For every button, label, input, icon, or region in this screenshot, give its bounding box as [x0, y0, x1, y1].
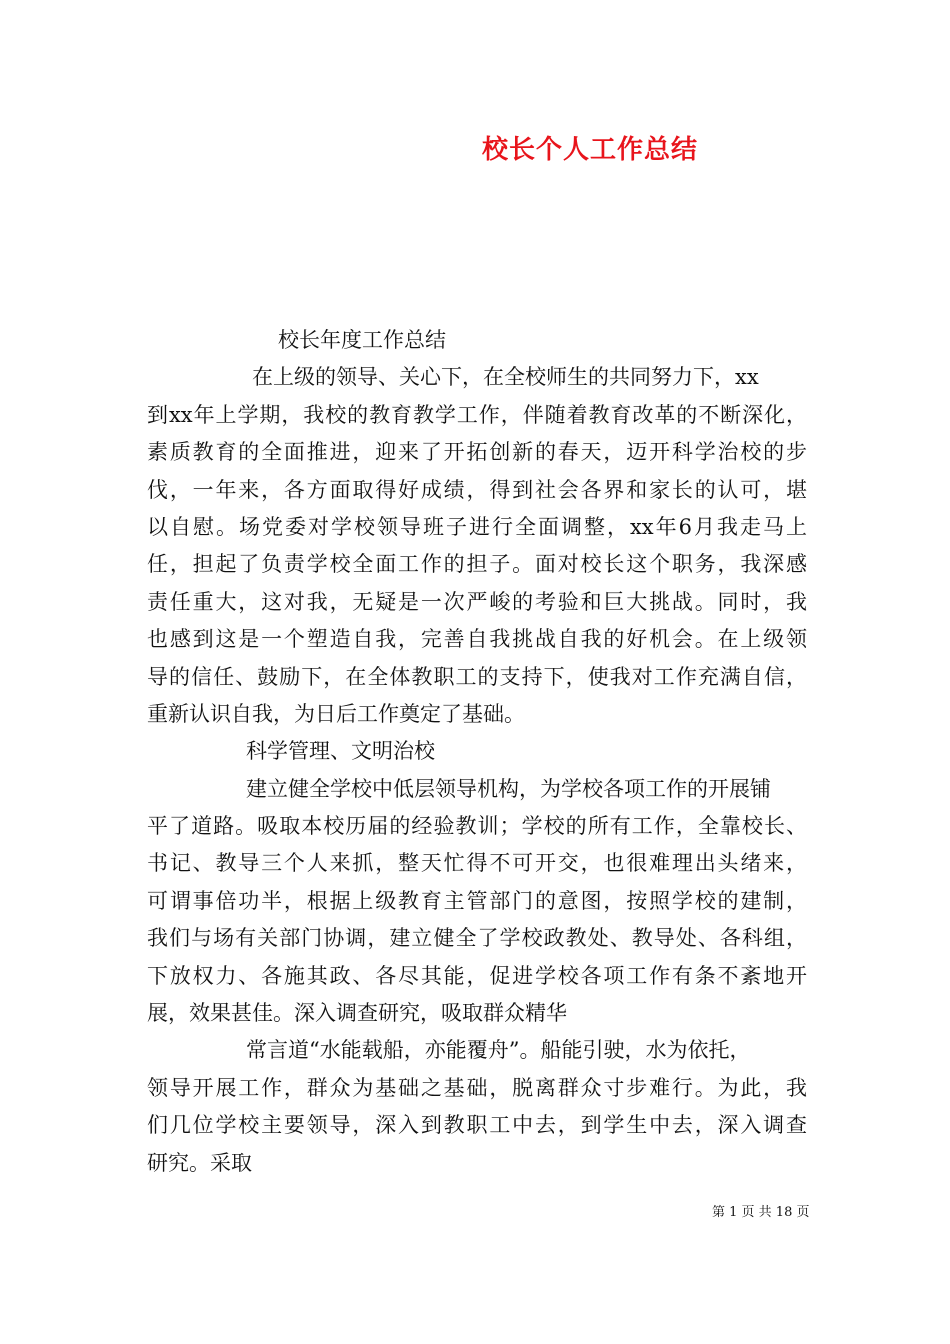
paragraph-3	[147, 1032, 807, 1182]
page-number: 第 1 页 共 18 页	[712, 1205, 810, 1220]
document-body	[147, 322, 807, 1182]
paragraph-line: 常言道“水能载船，亦能覆舟”。船能引驶，水为依托，	[246, 1038, 751, 1063]
paragraph-line: 以自慰。场党委对学校领导班子进行全面调整，xx年6月我走马上	[147, 514, 807, 539]
paragraph-line: 展，效果甚佳。深入调查研究，吸取群众精华	[147, 1001, 567, 1026]
paragraph-line: 下放权力、各施其政、各尽其能，促进学校各项工作有条不紊地开	[147, 963, 807, 988]
paragraph-line: 任，担起了负责学校全面工作的担子。面对校长这个职务，我深感	[147, 552, 807, 577]
paragraph-line: 也感到这是一个塑造自我，完善自我挑战自我的好机会。在上级领	[147, 627, 807, 652]
paragraph-line: 伐，一年来，各方面取得好成绩，得到社会各界和家长的认可，堪	[147, 477, 807, 502]
paragraph-line: 我们与场有关部门协调，建立健全了学校政教处、教导处、各科组，	[147, 926, 807, 951]
document-title: 校长个人工作总结	[481, 135, 698, 165]
paragraph-line: 建立健全学校中低层领导机构，为学校各项工作的开展铺	[246, 776, 771, 801]
paragraph-line: 们几位学校主要领导，深入到教职工中去，到学生中去，深入调查	[147, 1113, 807, 1138]
paragraph-line: 导的信任、鼓励下，在全体教职工的支持下，使我对工作充满自信，	[147, 664, 807, 689]
paragraph-line: 书记、教导三个人来抓，整天忙得不可开交，也很难理出头绪来，	[147, 851, 807, 876]
paragraph-2	[147, 771, 807, 1033]
paragraph-line: 平了道路。吸取本校历届的经验教训；学校的所有工作，全靠校长、	[147, 814, 807, 839]
paragraph-1	[147, 359, 807, 733]
paragraph-line: 到xx年上学期，我校的教育教学工作，伴随着教育改革的不断深化，	[147, 402, 807, 427]
document-subtitle: 校长年度工作总结	[278, 328, 446, 352]
paragraph-line: 重新认识自我，为日后工作奠定了基础。	[147, 701, 525, 726]
section-heading: 科学管理、文明治校	[246, 739, 435, 764]
paragraph-line: 研究。采取	[147, 1150, 252, 1175]
paragraph-line: 责任重大，这对我，无疑是一次严峻的考验和巨大挑战。同时，我	[147, 589, 807, 614]
paragraph-line: 可谓事倍功半，根据上级教育主管部门的意图，按照学校的建制，	[147, 888, 807, 913]
paragraph-line: 在上级的领导、关心下，在全校师生的共同努力下，xx	[252, 365, 759, 390]
paragraph-line: 素质教育的全面推进，迎来了开拓创新的春天，迈开科学治校的步	[147, 440, 807, 465]
paragraph-line: 领导开展工作，群众为基础之基础，脱离群众寸步难行。为此，我	[147, 1075, 807, 1100]
